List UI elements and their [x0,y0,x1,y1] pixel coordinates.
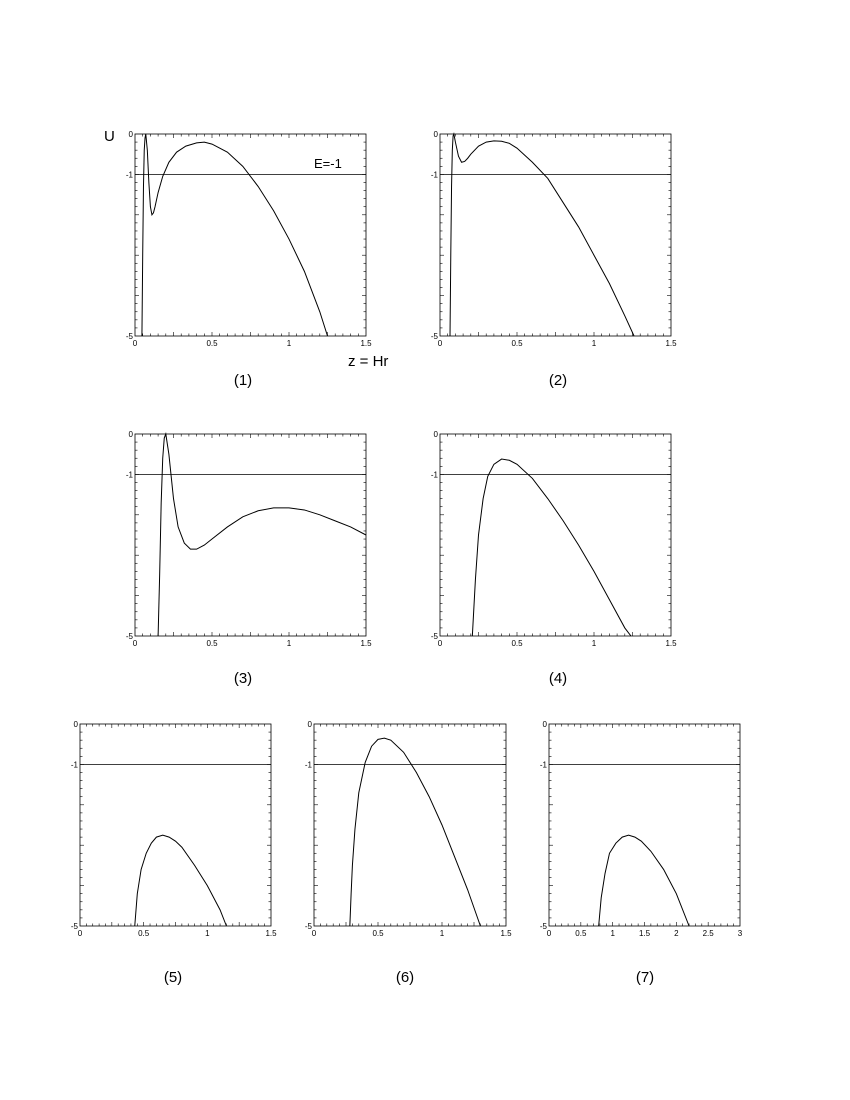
y-tick-label: -5 [430,632,438,641]
panel-1 [104,128,388,389]
x-tick-label: 0.5 [372,929,384,938]
x-tick-label: 1.5 [665,339,677,348]
panel-caption: (1) [233,372,253,389]
potential-curve [142,134,328,336]
panel-5 [71,720,277,986]
y-tick-label: 0 [542,720,547,729]
panel-caption: (4) [548,670,568,687]
y-tick-label: -1 [304,760,312,770]
y-tick-label: -1 [125,470,133,480]
y-tick-label: 0 [128,130,133,139]
y-tick-label: -1 [430,470,438,480]
y-tick-label: 0 [128,430,133,439]
x-tick-label: 1.5 [265,929,277,938]
x-tick-label: 2 [674,929,679,938]
panel-6 [305,720,512,986]
panel-7 [540,720,743,986]
y-tick-label: -1 [125,170,133,180]
potential-curve [350,738,481,926]
x-tick-label: 0 [437,639,443,648]
y-tick-label: -5 [430,332,438,341]
y-tick-label: -1 [430,170,438,180]
y-axis-label: U [104,128,115,145]
y-tick-label: 0 [433,130,438,139]
panel-3 [126,430,372,687]
x-tick-label: 1 [610,929,615,938]
panel-caption: (7) [635,969,655,986]
y-tick-label: -5 [539,922,547,931]
potential-curve [450,134,634,336]
plot-frame [80,724,271,926]
x-tick-label: 0.5 [138,929,150,938]
panel-4 [431,430,677,687]
y-tick-label: -1 [539,760,547,770]
x-tick-label: 1.5 [360,339,372,348]
x-tick-label: 0 [132,639,138,648]
x-tick-label: 0.5 [511,639,523,648]
y-tick-label: 0 [433,430,438,439]
panel-caption: (5) [163,969,183,986]
x-tick-label: 1.5 [500,929,512,938]
x-tick-label: 0.5 [206,339,218,348]
plot-frame [314,724,506,926]
plot-frame [440,134,671,336]
potential-curve [135,835,227,926]
y-tick-label: 0 [73,720,78,729]
y-tick-label: -5 [125,332,133,341]
plot-frame [549,724,740,926]
x-tick-label: 0 [77,929,83,938]
plot-frame [440,434,671,636]
x-tick-label: 0.5 [575,929,587,938]
x-tick-label: 0.5 [511,339,523,348]
y-tick-label: 0 [307,720,312,729]
panel-2 [431,130,677,389]
x-tick-label: 0 [546,929,552,938]
x-tick-label: 1 [591,639,597,648]
x-axis-label: z = Hr [348,353,389,370]
x-tick-label: 1.5 [360,639,372,648]
x-tick-label: 0 [311,929,317,938]
y-tick-label: -5 [70,922,78,931]
x-tick-label: 1 [286,639,292,648]
panel-caption: (2) [548,372,568,389]
x-tick-label: 1.5 [638,929,651,938]
x-tick-label: 1.5 [665,639,677,648]
x-tick-label: 1 [286,339,292,348]
y-tick-label: -1 [70,760,78,770]
x-tick-label: 0.5 [206,639,218,648]
panel-caption: (6) [395,969,415,986]
y-tick-label: -5 [125,632,133,641]
potential-curve [599,835,689,926]
energy-annotation: E=-1 [314,156,342,171]
x-tick-label: 0 [437,339,443,348]
potential-curve [158,434,366,636]
x-tick-label: 3 [737,929,743,938]
x-tick-label: 0 [132,339,138,348]
x-tick-label: 1 [591,339,597,348]
x-tick-label: 2.5 [702,929,714,938]
x-tick-label: 1 [439,929,445,938]
panel-caption: (3) [233,670,253,687]
y-tick-label: -5 [304,922,312,931]
potential-curve [472,459,631,636]
x-tick-label: 1 [205,929,210,938]
